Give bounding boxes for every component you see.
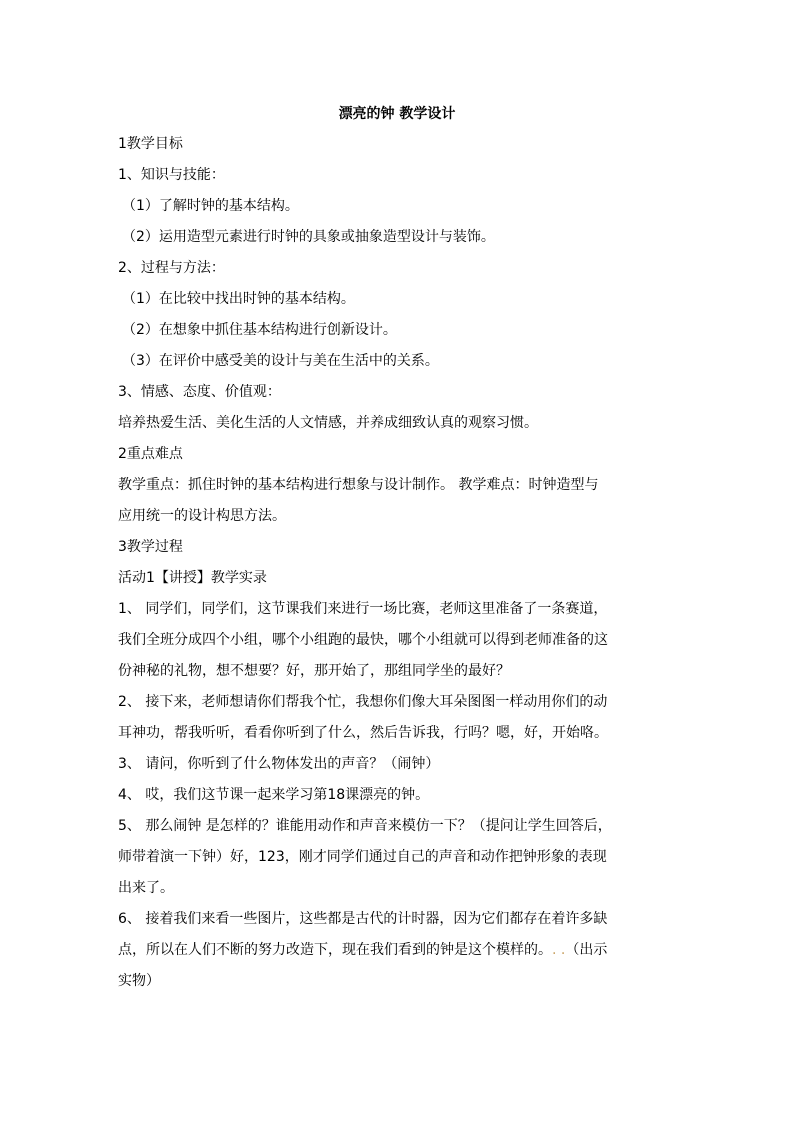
- list-item: （1）在比较中找出时钟的基本结构。: [122, 291, 355, 307]
- section-heading: 3教学过程: [118, 539, 183, 555]
- document-title: 漂亮的钟 教学设计: [338, 106, 456, 122]
- paragraph-line: 出来了。: [118, 880, 174, 896]
- faint-mark: . .: [552, 942, 566, 958]
- paragraph-line: 实物）: [118, 973, 160, 989]
- paragraph-line: 我们全班分成四个小组，哪个小组跑的最快，哪个小组就可以得到老师准备的这: [118, 632, 608, 648]
- paragraph-line: 教学重点：抓住时钟的基本结构进行想象与设计制作。 教学难点：时钟造型与: [118, 477, 599, 493]
- subheading: 2、过程与方法：: [118, 260, 225, 276]
- activity-heading: 活动1【讲授】教学实录: [118, 570, 267, 586]
- paragraph-line: 2、 接下来，老师想请你们帮我个忙，我想你们像大耳朵图图一样动用你们的动: [118, 694, 608, 710]
- section-heading: 2重点难点: [118, 446, 183, 462]
- paragraph-text: 点，所以在人们不断的努力改造下，现在我们看到的钟是这个模样的。: [118, 942, 552, 958]
- paragraph-line: 3、 请问，你听到了什么物体发出的声音？（闹钟）: [118, 756, 440, 772]
- paragraph-line: 份神秘的礼物，想不想要？好，那开始了，那组同学坐的最好？: [118, 663, 510, 679]
- list-item: （1）了解时钟的基本结构。: [122, 198, 299, 214]
- paragraph-line: 4、 哎，我们这节课一起来学习第18课漂亮的钟。: [118, 787, 430, 803]
- paragraph-line: 耳神功，帮我听听，看看你听到了什么，然后告诉我，行吗？嗯，好，开始咯。: [118, 725, 608, 741]
- paragraph-line: 师带着演一下钟）好，123，刚才同学们通过自己的声音和动作把钟形象的表现: [118, 849, 607, 865]
- paragraph-line: 1、 同学们，同学们，这节课我们来进行一场比赛，老师这里准备了一条赛道，: [118, 601, 608, 617]
- list-item: （3）在评价中感受美的设计与美在生活中的关系。: [122, 353, 439, 369]
- subheading: 3、情感、态度、价值观：: [118, 384, 281, 400]
- paragraph-text: （出示: [565, 942, 608, 958]
- list-item: （2）运用造型元素进行时钟的具象或抽象造型设计与装饰。: [122, 229, 495, 245]
- paragraph-line: [118, 939, 678, 961]
- list-item: （2）在想象中抓住基本结构进行创新设计。: [122, 322, 397, 338]
- subheading: 1、知识与技能：: [118, 167, 225, 183]
- section-heading: 1教学目标: [118, 136, 183, 152]
- paragraph-line: 5、 那么闹钟 是怎样的？谁能用动作和声音来模仿一下？（提问让学生回答后，: [118, 818, 612, 834]
- paragraph-line: 培养热爱生活、美化生活的人文情感，并养成细致认真的观察习惯。: [118, 415, 538, 431]
- paragraph-line: 应用统一的设计构思方法。: [118, 508, 286, 524]
- paragraph-line: 6、 接着我们来看一些图片，这些都是古代的计时器，因为它们都存在着许多缺: [118, 911, 608, 927]
